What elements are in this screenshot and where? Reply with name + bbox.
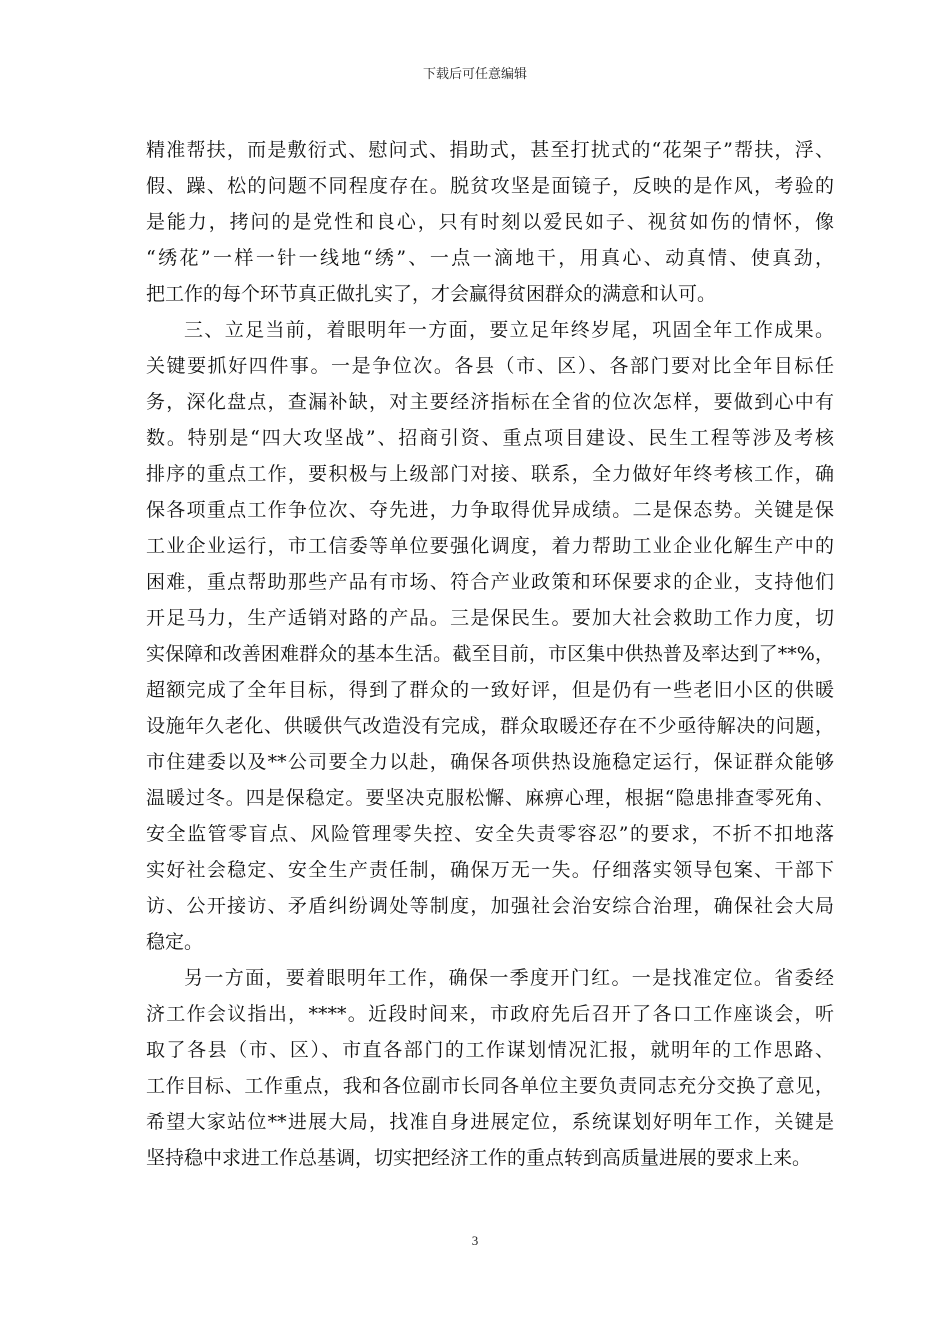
text-line: 关键要抓好四件事。一是争位次。各县（市、区）、各部门要对比全年目标任	[146, 355, 834, 377]
text-line: 超额完成了全年目标，得到了群众的一致好评，但是仍有一些老旧小区的供暖	[146, 679, 834, 701]
text-line: 把工作的每个环节真正做扎实了，才会赢得贫困群众的满意和认可。	[146, 283, 717, 305]
text-line: 务，深化盘点，查漏补缺，对主要经济指标在全省的位次怎样，要做到心中有	[146, 391, 834, 413]
text-line: 排序的重点工作，要积极与上级部门对接、联系，全力做好年终考核工作，确	[146, 463, 834, 485]
text-line: 温暖过冬。四是保稳定。要坚决克服松懈、麻痹心理，根据“隐患排查零死角、	[146, 787, 834, 809]
paragraph	[146, 312, 834, 960]
text-line: 是能力，拷问的是党性和良心，只有时刻以爱民如子、视贫如伤的情怀，像	[146, 211, 834, 233]
text-line: 另一方面，要着眼明年工作，确保一季度开门红。一是找准定位。省委经	[184, 967, 834, 989]
text-line: 济工作会议指出，****。近段时间来，市政府先后召开了各口工作座谈会，听	[146, 1003, 834, 1025]
text-line: 困难，重点帮助那些产品有市场、符合产业政策和环保要求的企业，支持他们	[146, 571, 834, 593]
page-header: 下载后可任意编辑	[422, 67, 527, 82]
paragraph	[146, 132, 834, 312]
text-line: 访、公开接访、矛盾纠纷调处等制度，加强社会治安综合治理，确保社会大局	[146, 895, 834, 917]
text-line: 稳定。	[146, 931, 204, 953]
text-line: 坚持稳中求进工作总基调，切实把经济工作的重点转到高质量进展的要求上来。	[146, 1147, 812, 1169]
body-text	[146, 132, 834, 1176]
text-line: 开足马力，生产适销对路的产品。三是保民生。要加大社会救助工作力度，切	[146, 607, 834, 629]
text-line: 实好社会稳定、安全生产责任制，确保万无一失。仔细落实领导包案、干部下	[146, 859, 834, 881]
text-line: 保各项重点工作争位次、夺先进，力争取得优异成绩。二是保态势。关键是保	[146, 499, 834, 521]
page-number: 3	[471, 1233, 479, 1248]
text-line: 实保障和改善困难群众的基本生活。截至目前，市区集中供热普及率达到了**%，	[146, 643, 834, 665]
text-line: 设施年久老化、供暖供气改造没有完成，群众取暖还存在不少亟待解决的问题，	[146, 715, 834, 737]
text-line: 假、躁、松的问题不同程度存在。脱贫攻坚是面镜子，反映的是作风，考验的	[146, 175, 834, 197]
paragraph	[146, 960, 834, 1176]
text-line: 取了各县（市、区）、市直各部门的工作谋划情况汇报，就明年的工作思路、	[146, 1039, 834, 1061]
text-line: 数。特别是“四大攻坚战”、招商引资、重点项目建设、民生工程等涉及考核	[146, 427, 834, 449]
text-line: 工作目标、工作重点，我和各位副市长同各单位主要负责同志充分交换了意见，	[146, 1075, 834, 1097]
text-line: 工业企业运行，市工信委等单位要强化调度，着力帮助工业企业化解生产中的	[146, 535, 834, 557]
text-line: 精准帮扶，而是敷衍式、慰问式、捐助式，甚至打扰式的“花架子”帮扶，浮、	[146, 139, 834, 161]
text-line: 希望大家站位**进展大局，找准自身进展定位，系统谋划好明年工作，关键是	[146, 1111, 834, 1133]
text-line: 三、立足当前，着眼明年一方面，要立足年终岁尾，巩固全年工作成果。	[184, 319, 834, 341]
text-line: 市住建委以及**公司要全力以赴，确保各项供热设施稳定运行，保证群众能够	[146, 751, 834, 773]
text-line: 安全监管零盲点、风险管理零失控、安全失责零容忍”的要求，不折不扣地落	[146, 823, 834, 845]
text-line: “绣花”一样一针一线地“绣”、一点一滴地干，用真心、动真情、使真劲，	[146, 247, 834, 269]
